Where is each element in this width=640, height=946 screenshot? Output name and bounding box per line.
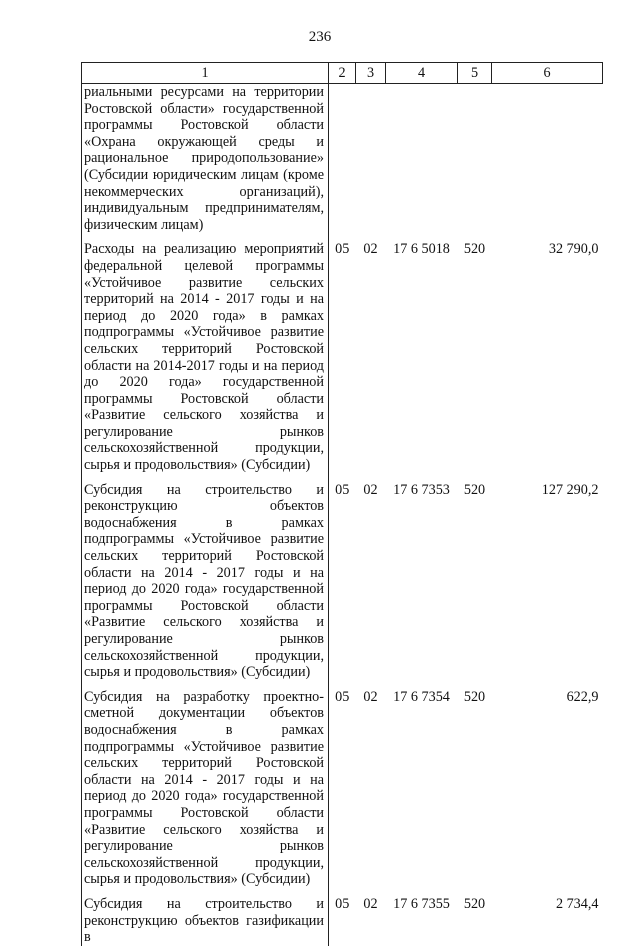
row-amount: 2 734,4	[555, 895, 599, 912]
table-row	[82, 896, 603, 946]
header-col-4: 4	[386, 63, 458, 84]
row-amount: 32 790,0	[548, 241, 599, 258]
row-description: Расходы на реализацию мероприятий федеральной целевой программы «Устойчивое развитие сельских территорий на 2014 - 2017 годы и на период до 2020 года» в рамках подпрограммы «Устойчивое развитие сельских территорий Ростовской области на 2014-2017 годы и на период до 2020 года» государственной программы Ростовской области «Развитие сельского хозяйства и регулирование рынков сельскохозяйственной продукции, сырья и продовольствия» (Субсидии)	[82, 241, 329, 481]
header-col-2: 2	[329, 63, 356, 84]
row-expense-type: 520	[463, 241, 486, 258]
row-description: Субсидия на разработку проектно-сметной документации объектов водоснабжения в рамках подпрограммы «Устойчивое развитие сельских территорий Ростовской области на 2014 - 2017 годы и на период до 2020 года» государственной программы Ростовской области «Развитие сельского хозяйства и регулирование рынков сельскохозяйственной продукции, сырья и продовольствия» (Субсидии)	[82, 689, 329, 896]
row-target-code	[386, 84, 458, 242]
row-target-code: 17 6 7354	[393, 688, 450, 705]
row-subsection: 02	[363, 241, 378, 258]
row-amount	[492, 84, 603, 242]
header-col-6: 6	[492, 63, 603, 84]
header-col-1: 1	[82, 63, 329, 84]
table-header-row	[82, 63, 603, 84]
row-target-code: 17 6 5018	[393, 241, 450, 258]
row-subsection: 02	[363, 895, 378, 912]
header-col-5: 5	[458, 63, 492, 84]
row-amount: 127 290,2	[541, 481, 599, 498]
row-description: риальными ресурсами на территории Ростовской области» государственной программы Ростовской области «Охрана окружающей среды и рациональное природопользование» (Субсидии юридическим лицам (кроме некоммерческих организаций), индивидуальным предпринимателям, физическим лицам)	[82, 84, 329, 242]
budget-table	[81, 62, 603, 946]
row-expense-type	[458, 84, 492, 242]
row-amount: 622,9	[566, 688, 599, 705]
row-expense-type: 520	[463, 688, 486, 705]
table-row	[82, 241, 603, 481]
table-row	[82, 482, 603, 689]
row-subsection: 02	[363, 481, 378, 498]
row-section: 05	[335, 895, 350, 912]
row-target-code: 17 6 7353	[393, 481, 450, 498]
row-description: Субсидия на строительство и реконструкцию объектов водоснабжения в рамках подпрограммы «Устойчивое развитие сельских территорий Ростовской области на 2014 - 2017 годы и на период до 2020 года» государственной программы Ростовской области «Развитие сельского хозяйства и регулирование рынков сельскохозяйственной продукции, сырья и продовольствия» (Субсидии)	[82, 482, 329, 689]
row-section	[329, 84, 356, 242]
row-section: 05	[335, 481, 350, 498]
page-number: 236	[308, 29, 332, 45]
row-section: 05	[335, 241, 350, 258]
row-section: 05	[335, 688, 350, 705]
table-row	[82, 84, 603, 242]
header-col-3: 3	[356, 63, 386, 84]
row-expense-type: 520	[463, 895, 486, 912]
row-subsection: 02	[363, 688, 378, 705]
row-subsection	[356, 84, 386, 242]
row-expense-type: 520	[463, 481, 486, 498]
row-target-code: 17 6 7355	[393, 895, 450, 912]
table-row	[82, 689, 603, 896]
row-description: Субсидия на строительство и реконструкцию объектов газификации в	[82, 896, 329, 946]
